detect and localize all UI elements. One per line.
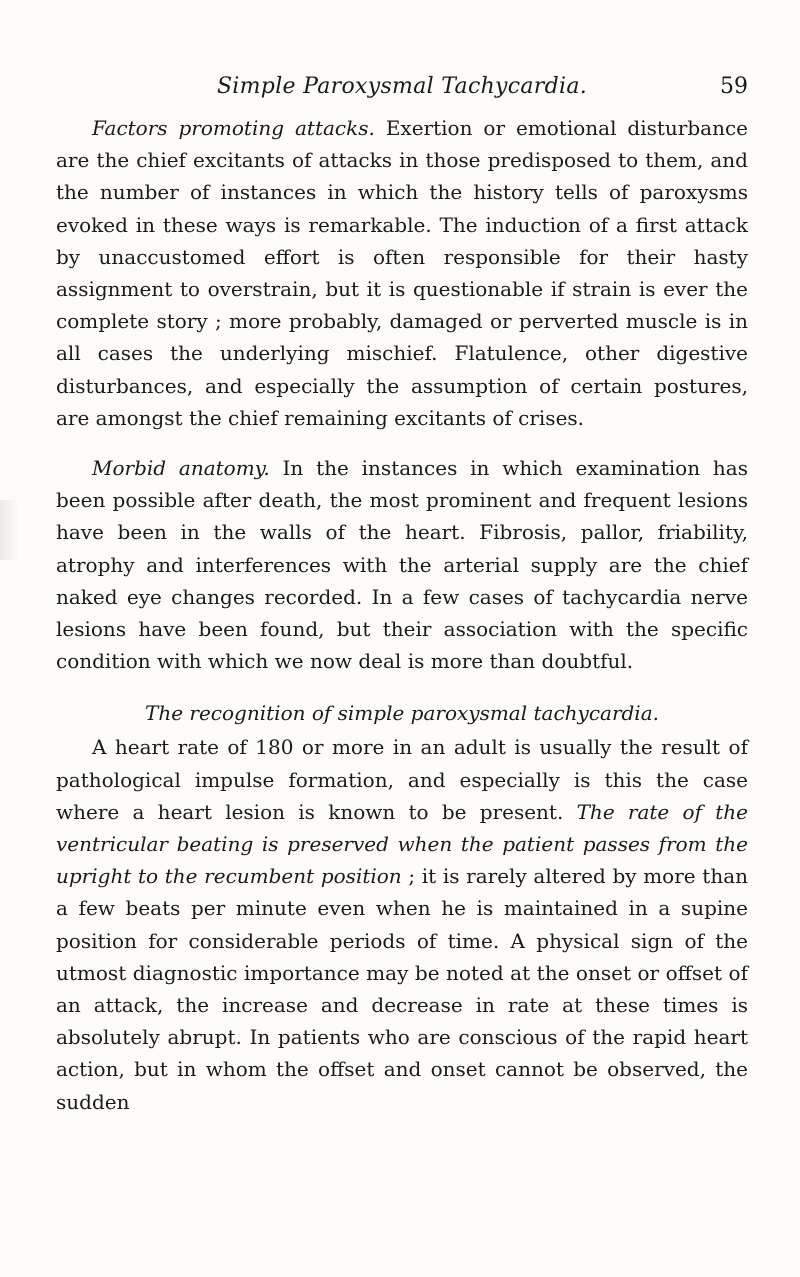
recognition-text-before: A heart rate of 180 or more in an adult is usually the result of pathological impulse formation, and especially is this the case where a heart lesion is known to be present. bbox=[56, 735, 748, 824]
paragraph-factors bbox=[56, 112, 748, 434]
running-header bbox=[56, 72, 748, 112]
page-edge-stain bbox=[0, 500, 20, 560]
running-title: Simple Paroxysmal Tachycardia. bbox=[216, 74, 588, 99]
recognition-text-after: ; it is rarely altered by more than a few beats per minute even when he is maintained in a supine position for considerable periods of time. A physical sign of the utmost diagnostic importance may be noted at the onset or offset of an attack, the increase and decrease in rate at these times is absolutely abrupt. In patients who are conscious of the rapid heart action, but in whom the offset and onset cannot be observed, the sudden bbox=[56, 864, 749, 1114]
morbid-anatomy-text: In the instances in which examination has been possible after death, the most prominent and frequent lesions have been in the walls of the heart. Fibrosis, pallor, friability, atrophy and interferences with the arterial supply are the chief naked eye changes recorded. In a few cases of tachycardia nerve lesions have been found, but their association with the specific condition with which we now deal is more than doubtful. bbox=[56, 456, 748, 674]
morbid-anatomy-title: Morbid anatomy. bbox=[92, 456, 270, 481]
recognition-emphasis: The rate of the ventricular beating is preserved when the patient passes from the upright to the recumbent position bbox=[56, 799, 749, 889]
recognition-heading: The recognition of simple paroxysmal tachycardia. bbox=[145, 701, 659, 726]
page-number: 59 bbox=[720, 74, 748, 99]
factors-text: Exertion or emotional disturbance are the chief excitants of attacks in those predisposed to them, and the number of instances in which the history tells of paroxysms evoked in these ways is remarkable. The induction of a first attack by unaccustomed effort is often responsible for their hasty assignment to overstrain, but it is questionable if strain is ever the complete story ; more probably, damaged or perverted muscle is in all cases the underlying mischief. Flatulence, other digestive disturbances, and especially the assumption of certain postures, are amongst the chief remaining excitants of crises. bbox=[56, 116, 749, 430]
factors-title: Factors promoting attacks. bbox=[92, 116, 375, 140]
paragraph-morbid-anatomy bbox=[56, 452, 748, 677]
paragraph-recognition bbox=[56, 731, 748, 1117]
book-page bbox=[56, 72, 748, 1118]
